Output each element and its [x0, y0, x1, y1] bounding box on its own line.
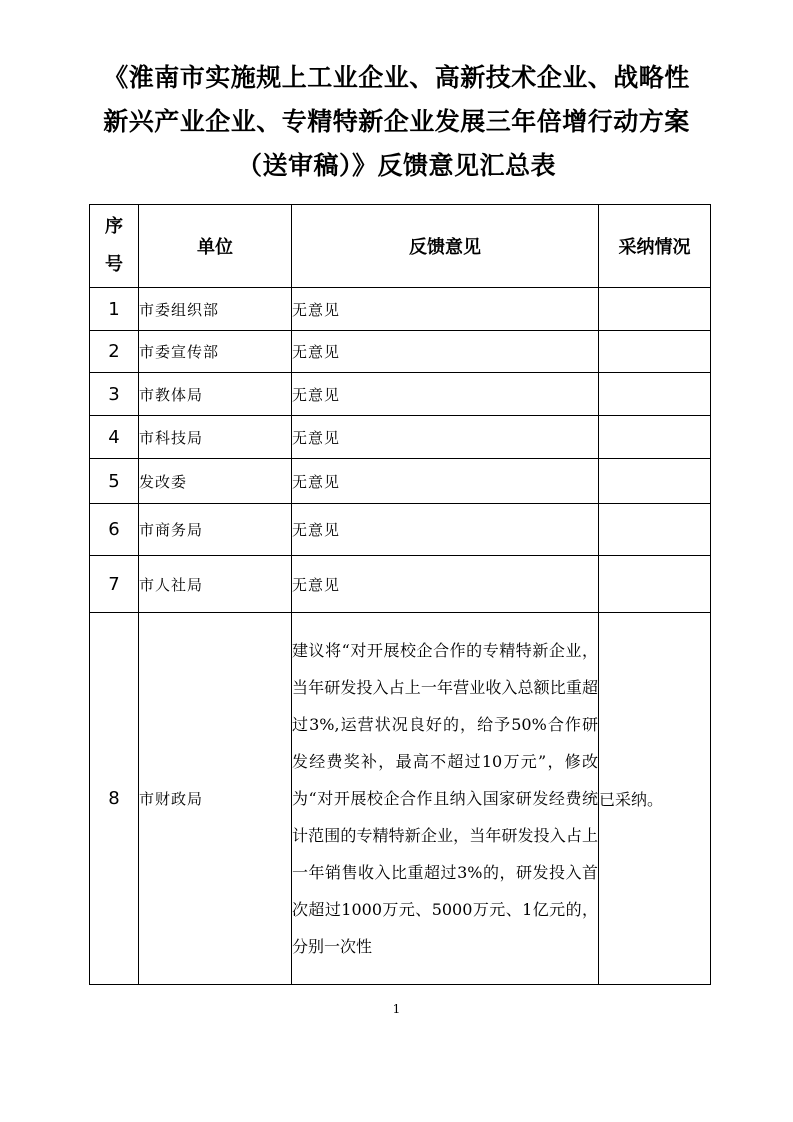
row-number: 3 — [90, 373, 139, 416]
table-row — [90, 331, 711, 373]
header-seq — [90, 205, 139, 288]
row-number: 4 — [90, 416, 139, 459]
row-adoption — [599, 373, 711, 416]
title-line-2: 新兴产业企业、专精特新企业发展三年倍增行动方案 — [103, 107, 690, 136]
row-unit: 市委宣传部 — [139, 331, 292, 373]
header-unit: 单位 — [139, 205, 292, 288]
title-line-1: 《淮南市实施规上工业企业、高新技术企业、战略性 — [103, 63, 690, 92]
row-adoption: 已采纳。 — [599, 613, 711, 985]
row-unit: 市人社局 — [139, 556, 292, 613]
header-seq-line-2: 号 — [105, 254, 123, 275]
page-number: 1 — [392, 1002, 401, 1016]
table-row — [90, 556, 711, 613]
row-feedback: 建议将“对开展校企合作的专精特新企业，当年研发投入占上一年营业收入总额比重超过3%,运营状况良好的，给予50%合作研发经费奖补，最高不超过10万元”，修改为“对开展校企合作且纳入国家研发经费统计范围的专精特新企业，当年研发投入占上一年销售收入比重超过3%的，研发投入首次超过1000万元、5000万元、1亿元的，分别一次性 — [292, 613, 599, 985]
row-number: 7 — [90, 556, 139, 613]
row-feedback: 无意见 — [292, 459, 599, 504]
row-feedback: 无意见 — [292, 373, 599, 416]
row-adoption — [599, 288, 711, 331]
feedback-table — [89, 204, 711, 985]
row-unit: 发改委 — [139, 459, 292, 504]
table-row — [90, 416, 711, 459]
row-adoption — [599, 459, 711, 504]
row-feedback: 无意见 — [292, 504, 599, 556]
row-number: 8 — [90, 613, 139, 985]
header-seq-line-1: 序 — [105, 216, 123, 237]
table-row — [90, 288, 711, 331]
table-row — [90, 613, 711, 985]
row-number: 5 — [90, 459, 139, 504]
row-feedback: 无意见 — [292, 556, 599, 613]
title-line-3: （送审稿）》反馈意见汇总表 — [236, 151, 556, 180]
row-feedback: 无意见 — [292, 288, 599, 331]
row-unit: 市教体局 — [139, 373, 292, 416]
row-adoption — [599, 331, 711, 373]
row-number: 6 — [90, 504, 139, 556]
row-unit: 市商务局 — [139, 504, 292, 556]
row-number: 1 — [90, 288, 139, 331]
row-feedback: 无意见 — [292, 331, 599, 373]
table-row — [90, 459, 711, 504]
row-feedback: 无意见 — [292, 416, 599, 459]
header-row — [90, 205, 711, 288]
row-adoption — [599, 556, 711, 613]
table-row — [90, 373, 711, 416]
header-adoption: 采纳情况 — [599, 205, 711, 288]
row-adoption — [599, 504, 711, 556]
header-feedback: 反馈意见 — [292, 205, 599, 288]
row-unit: 市财政局 — [139, 613, 292, 985]
document-title — [40, 56, 753, 188]
row-adoption — [599, 416, 711, 459]
row-number: 2 — [90, 331, 139, 373]
table-row — [90, 504, 711, 556]
row-unit: 市委组织部 — [139, 288, 292, 331]
row-unit: 市科技局 — [139, 416, 292, 459]
